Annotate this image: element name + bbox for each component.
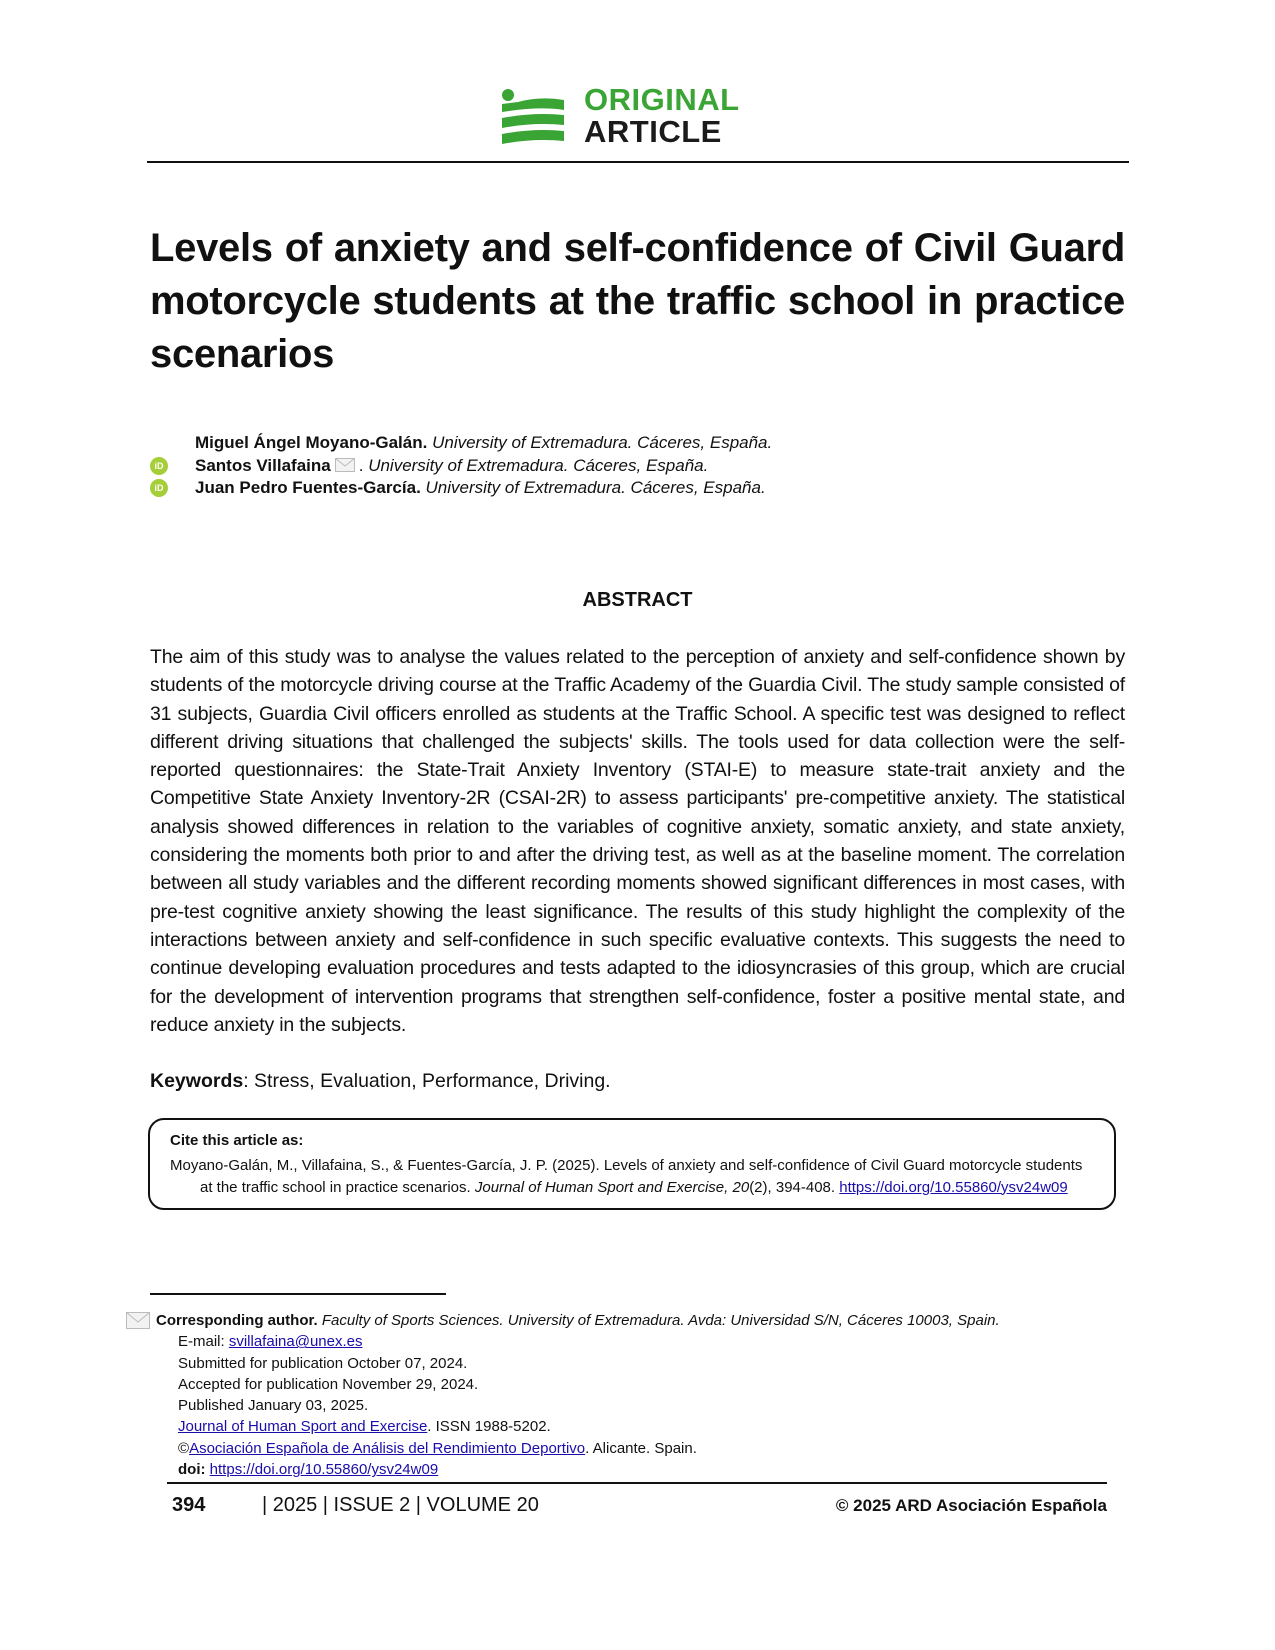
logo-line-article: ARTICLE [584,114,722,149]
envelope-icon[interactable] [335,458,355,472]
published-date: Published January 03, 2025. [178,1397,369,1415]
journal-line [178,1416,1126,1437]
abstract-text: The aim of this study was to analyse the values related to the perception of anxiety and self-confidence shown by students of the motorcycle driving course at the Traffic Academy of the Guardia Civil. The study sample consisted of 31 subjects, Guardia Civil officers enrolled as students at the Traffic School. A specific test was designed to reflect different driving situations that challenged the subjects' skills. The tools used for data collection were the self-reported questionnaires: the State-Trait Anxiety Inventory (STAI-E) to measure state-trait anxiety and the Competitive State Anxiety Inventory-2R (CSAI-2R) to assess participants' pre-competitive anxiety. The statistical analysis showed differences in relation to the variables of cognitive anxiety, somatic anxiety, and state anxiety, considering the moments both prior to and after the driving test, as well as at the baseline moment. The correlation between all study variables and the different recording moments showed significant differences in most cases, with pre-test cognitive anxiety showing the least significance. The results of this study highlight the complexity of the interactions between anxiety and self-confidence in such specific evaluative contexts. This suggests the need to continue developing evaluation procedures and tests adapted to the idiosyncrasies of this group, which are crucial for the development of intervention programs that strengthen self-confidence, foster a positive mental state, and reduce anxiety in the subjects. [150,646,1125,1036]
citation-fragment: (2), 394-408. [749,1178,840,1196]
keywords [150,1070,611,1093]
page-footer-rule [167,1482,1107,1484]
author-name: Miguel Ángel Moyano-Galán. [195,433,428,452]
issue-info: | 2025 | ISSUE 2 | VOLUME 20 [262,1494,539,1516]
author-list [150,432,1050,500]
page-number: 394 [172,1494,206,1516]
footnote-details [126,1331,1126,1480]
corresponding-label: Corresponding author. [156,1312,318,1329]
citation-heading: Cite this article as: [170,1132,304,1149]
corresponding-address: Faculty of Sports Sciences. University of Extremadura. Avda: Universidad S/N, Cáceres 10003, Spain. [321,1312,1000,1329]
author-affiliation: University of Extremadura. Cáceres, España. [432,433,773,452]
orcid-icon[interactable]: iD [150,457,168,475]
submitted-date: Submitted for publication October 07, 2024. [178,1354,468,1372]
author-row: iD Santos Villafaina . University of Extremadura. Cáceres, España. [150,455,1050,478]
citation-journal: Journal of Human Sport and Exercise, 20 [474,1178,750,1196]
email-link[interactable]: svillafaina@unex.es [228,1333,363,1351]
doi-label: doi: [178,1461,206,1479]
green-stripes-logo-icon [500,88,568,148]
association-place: . Alicante. Spain. [585,1439,697,1457]
author-name: Juan Pedro Fuentes-García. [195,478,421,497]
association-link[interactable]: Asociación Española de Análisis del Rendimiento Deportivo [189,1439,586,1457]
footnote [126,1310,1126,1480]
author-affiliation: University of Extremadura. Cáceres, España. [368,455,709,475]
citation-line: Moyano-Galán, M., Villafaina, S., & Fuentes-García, J. P. (2025). Levels of anxiety and self-confidence of Civil Guard motorcycle students [170,1157,1083,1174]
footnote-rule [150,1293,446,1295]
doi-link[interactable]: https://doi.org/10.55860/ysv24w09 [209,1461,439,1479]
logo-line-original: ORIGINAL [584,82,740,117]
author-row [150,432,1050,455]
journal-link[interactable]: Journal of Human Sport and Exercise [178,1418,428,1436]
header-rule [147,161,1129,163]
logo-text [584,84,740,148]
email-line [178,1331,1126,1352]
corresponding-author-line [126,1310,1126,1331]
copyright-line [178,1438,1126,1459]
footer-copyright: © 2025 ARD Asociación Española [835,1496,1107,1515]
citation-fragment: at the traffic school in practice scenarios. [200,1178,475,1196]
accepted-date: Accepted for publication November 29, 2024. [178,1375,479,1393]
issn-text: . ISSN 1988-5202. [427,1418,551,1436]
keywords-label: Keywords [150,1070,244,1092]
orcid-icon[interactable]: iD [150,479,168,497]
abstract-heading: ABSTRACT [582,589,693,611]
citation-line [170,1177,1100,1199]
copyright-symbol: © [178,1439,190,1457]
citation-text [170,1155,1100,1198]
article-title: Levels of anxiety and self-confidence of Civil Guard motorcycle students at the traffic school in practice scenarios [150,226,1125,376]
keywords-text: : Stress, Evaluation, Performance, Driving. [243,1070,611,1092]
author-affiliation: University of Extremadura. Cáceres, España. [425,478,766,497]
email-label: E-mail: [178,1333,229,1351]
citation-doi-link[interactable]: https://doi.org/10.55860/ysv24w09 [839,1178,1068,1196]
journal-logo [500,84,780,154]
envelope-icon [126,1312,150,1329]
author-row [150,477,1050,500]
doi-line [178,1459,1126,1480]
author-name: Santos Villafaina [195,455,331,475]
citation-box [148,1118,1116,1210]
